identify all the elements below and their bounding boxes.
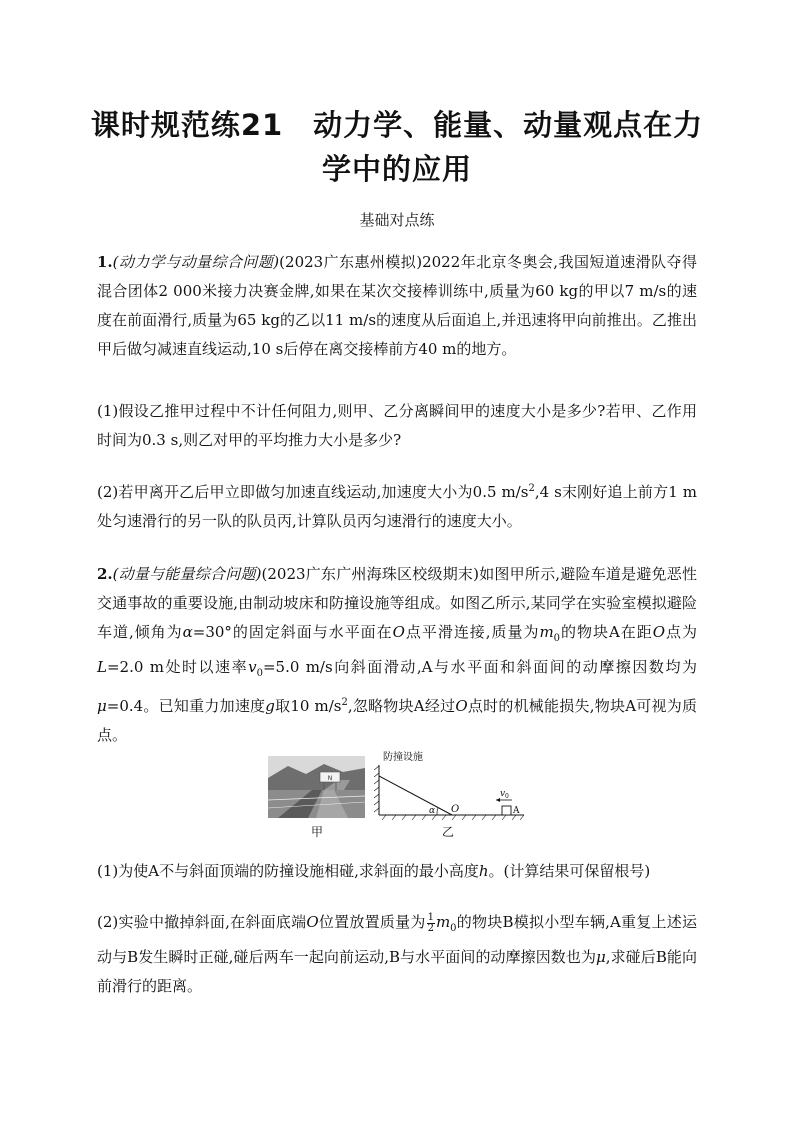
ramp-diagram — [374, 750, 528, 825]
superscript: 2 — [528, 483, 535, 494]
symbol-o: O — [392, 623, 405, 641]
question-1-category: (动力学与动量综合问题) — [112, 253, 280, 271]
subscript: 0 — [553, 633, 561, 644]
question-2-number: 2. — [97, 565, 113, 583]
label-v0-sub: 0 — [505, 793, 509, 800]
text: 点平滑连接,质量为 — [404, 623, 540, 641]
question-2-stem — [97, 560, 697, 750]
fraction-one-half — [427, 913, 435, 934]
question-1-stem — [97, 248, 697, 364]
fraction-denominator: 2 — [427, 922, 434, 934]
question-1-part-2 — [97, 474, 697, 536]
text: 的物块A在距 — [560, 623, 653, 641]
text: ,忽略物块A经过 — [347, 697, 456, 715]
symbol-mu: μ — [97, 697, 107, 715]
text: =30°的固定斜面与水平面在 — [192, 623, 393, 641]
symbol-m: m — [435, 913, 451, 931]
caption-yi: 乙 — [442, 825, 455, 839]
question-1-part-2-text-a: (2)若甲离开乙后甲立即做匀加速直线运动,加速度大小为0.5 m/s — [97, 483, 529, 501]
text: 的物块B模拟小型车辆,A重复上述运动与B发生瞬时正碰,碰后两车一起向前运动,B与水平面间的动摩擦因数也为 — [97, 913, 697, 966]
symbol-m: m — [539, 623, 554, 641]
text: (2)实验中撤掉斜面,在斜面底端 — [97, 913, 307, 931]
symbol-l: L — [97, 658, 107, 676]
photo-sign-text: N — [327, 775, 333, 782]
text: (2023广东广州海珠区校级期末)如图甲所示,避险车道是避免恶性交通事故的重要设施,由制动坡床和防撞设施等组成。如图乙所示,某同学在实验室模拟避险车道,倾角为 — [97, 565, 697, 641]
symbol-mu: μ — [596, 948, 606, 966]
symbol-g: g — [265, 697, 275, 715]
superscript: 2 — [341, 697, 348, 708]
symbol-v: v — [248, 658, 257, 676]
label-barrier: 防撞设施 — [383, 752, 423, 763]
text: 点为 — [665, 623, 697, 641]
label-o: O — [451, 804, 460, 815]
symbol-o: O — [306, 913, 319, 931]
text: 位置放置质量为 — [318, 913, 426, 931]
symbol-o: O — [455, 697, 468, 715]
caption-jia: 甲 — [311, 825, 324, 839]
question-1-number: 1. — [97, 253, 113, 271]
label-a: A — [513, 806, 520, 816]
question-2-category: (动量与能量综合问题) — [112, 565, 262, 583]
section-label: 基础对点练 — [359, 211, 435, 229]
text: 取10 m/s — [274, 697, 342, 715]
label-v0: v — [500, 789, 506, 799]
question-2-part-2 — [97, 908, 697, 1001]
text: =5.0 m/s向斜面滑动,A与水平面和斜面间的动摩擦因数均为 — [262, 658, 697, 676]
label-alpha: α — [429, 806, 436, 816]
page-title-line-1: 课时规范练21 动力学、能量、动量观点在力 — [90, 108, 704, 142]
text: 点时的机械能损失,物块A可视为质点。 — [97, 697, 697, 744]
question-1-part-2-text-b: ,4 s末刚好追上前方1 m处匀速滑行的另一队的队员丙,计算队员丙匀速滑行的速度大小。 — [97, 483, 697, 530]
question-1-text: (2023广东惠州模拟)2022年北京冬奥会,我国短道速滑队夺得混合团体2 000米接力决赛金牌,如果在某次交接棒训练中,质量为60 kg的甲以7 m/s的速度在前面滑行,质量为65 kg的乙以11 m/s的速度从后面追上,并迅速将甲向前推出。乙推出甲后做匀减速直线运动,10 s后停在离交接棒前方40 m的地方。 — [97, 253, 697, 358]
escape-ramp-photo — [268, 756, 365, 818]
question-1-part-1: (1)假设乙推甲过程中不计任何阻力,则甲、乙分离瞬间甲的速度大小是多少?若甲、乙作用时间为0.3 s,则乙对甲的平均推力大小是多少? — [97, 402, 697, 449]
text: =0.4。已知重力加速度 — [106, 697, 266, 715]
symbol-h: h — [478, 862, 489, 880]
subscript: 0 — [256, 668, 263, 679]
text: (1)为使A不与斜面顶端的防撞设施相碰,求斜面的最小高度 — [97, 862, 479, 880]
text: ,求碰后B能向前滑行的距离。 — [97, 948, 697, 995]
escape-ramp-photo-graphic — [268, 756, 365, 818]
figure — [268, 750, 528, 839]
question-2-part-1 — [97, 857, 697, 886]
symbol-o: O — [652, 623, 666, 641]
fraction-numerator: 1 — [427, 911, 434, 923]
text: 。(计算结果可保留根号) — [488, 862, 651, 880]
page-title-line-2: 学中的应用 — [321, 152, 472, 186]
text: =2.0 m处时以速率 — [106, 658, 249, 676]
symbol-alpha: α — [182, 623, 193, 641]
page-title — [60, 103, 734, 191]
subscript: 0 — [450, 923, 457, 934]
